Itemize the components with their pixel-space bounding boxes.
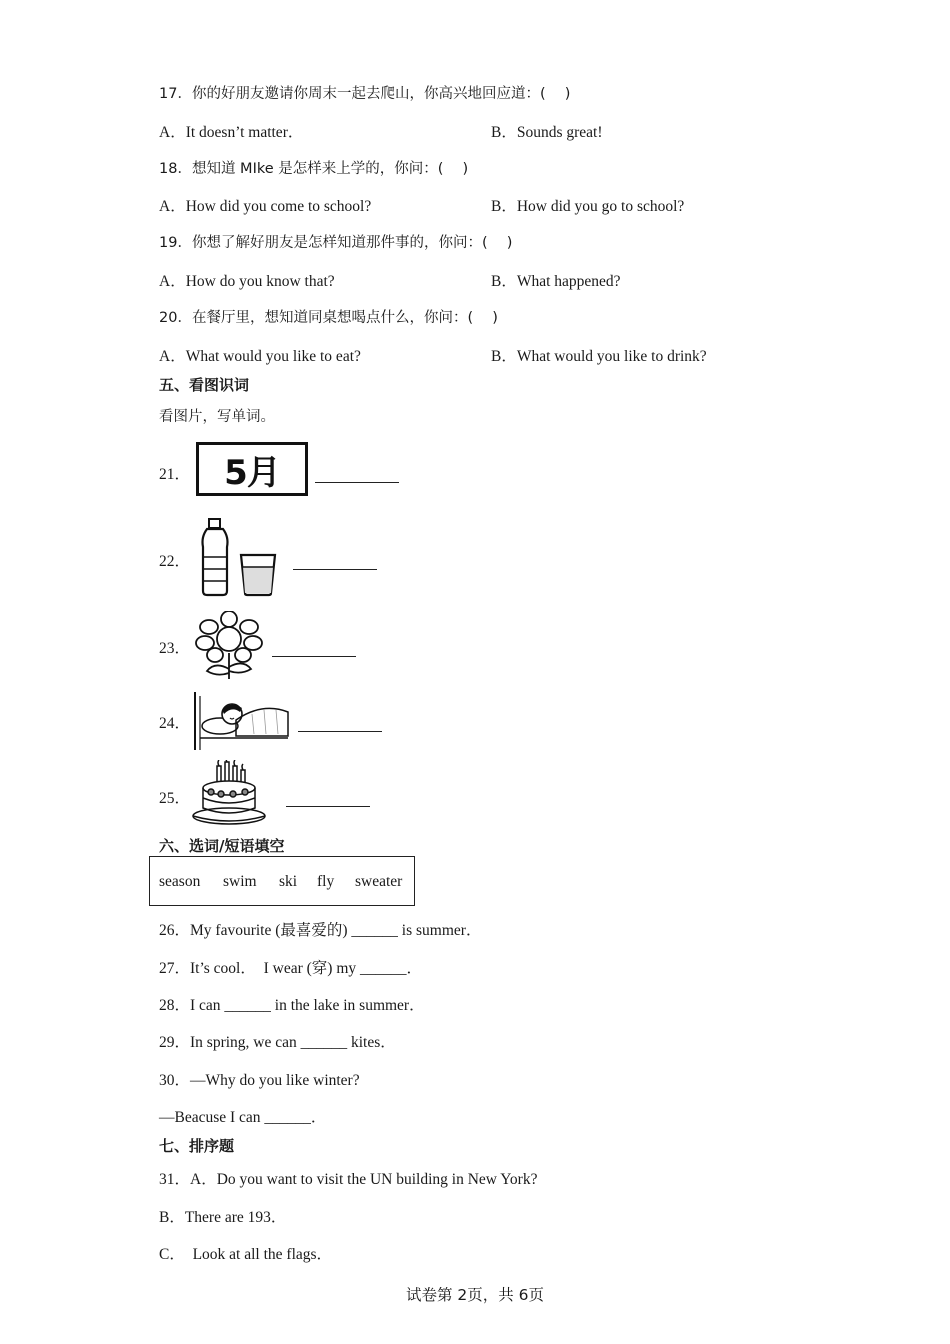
- q21-answer-blank[interactable]: [315, 470, 399, 488]
- q24-answer-blank[interactable]: [298, 719, 382, 737]
- q28-text: 28．I can ______ in the lake in summer．: [159, 997, 425, 1014]
- q31-line-c: C． Look at all the flags．: [159, 1246, 333, 1263]
- q17-option-a[interactable]: A．It doesn’t matter．: [159, 124, 304, 141]
- word-bank-sweater[interactable]: sweater: [355, 873, 403, 890]
- q20-option-a[interactable]: A．What would you like to eat?: [159, 348, 361, 365]
- q22-answer-blank[interactable]: [293, 557, 377, 575]
- q27-text: 27．It’s cool． I wear (穿) my ______．: [159, 960, 423, 977]
- q18-option-b[interactable]: B．How did you go to school?: [491, 198, 685, 215]
- section5-title: 五、看图识词: [159, 376, 250, 394]
- calendar-may-label: 5月: [224, 452, 280, 493]
- q25-number: 25．: [159, 790, 191, 807]
- page-footer: 试卷第 2页，共 6页: [405, 1286, 545, 1304]
- q29-text: 29．In spring, we can ______ kites．: [159, 1034, 396, 1051]
- q22-number: 22．: [159, 553, 191, 570]
- word-bank-swim[interactable]: swim: [223, 873, 257, 890]
- word-bank-box: [149, 856, 415, 906]
- q30-question: 30．—Why do you like winter?: [159, 1072, 360, 1089]
- q23-number: 23．: [159, 640, 191, 657]
- q31-line-b: B．There are 193．: [159, 1209, 287, 1226]
- q17-option-b[interactable]: B．Sounds great!: [491, 124, 603, 141]
- q18-prompt: 18．想知道 MIke 是怎样来上学的，你问：( ): [159, 161, 469, 177]
- q24-number: 24．: [159, 715, 191, 732]
- sleeping-boy-icon: [192, 690, 290, 752]
- q18-option-a[interactable]: A．How did you come to school?: [159, 198, 372, 215]
- q19-option-a[interactable]: A．How do you know that?: [159, 273, 335, 290]
- q20-prompt: 20．在餐厅里，想知道同桌想喝点什么，你问：( ): [159, 310, 498, 326]
- water-bottle-glass-icon: [197, 517, 281, 597]
- q19-prompt: 19．你想了解好朋友是怎样知道那件事的，你问：( ): [159, 235, 513, 251]
- word-bank-ski[interactable]: ski: [279, 873, 298, 890]
- q17-prompt: 17．你的好朋友邀请你周末一起去爬山，你高兴地回应道：( ): [159, 86, 571, 102]
- q31-line-a: 31．A．Do you want to visit the UN building in New York?: [159, 1171, 538, 1188]
- flower-icon: [193, 611, 265, 679]
- section5-instruction: 看图片，写单词。: [159, 409, 275, 425]
- q30-answer: —Beacuse I can ______．: [159, 1109, 327, 1126]
- word-bank-fly[interactable]: fly: [317, 873, 335, 890]
- section6-title: 六、选词/短语填空: [159, 837, 285, 855]
- birthday-cake-icon: [191, 760, 267, 826]
- calendar-may-icon: [196, 442, 308, 496]
- section7-title: 七、排序题: [159, 1137, 235, 1155]
- q25-answer-blank[interactable]: [286, 794, 370, 812]
- q26-text: 26．My favourite (最喜爱的) ______ is summer．: [159, 922, 482, 939]
- q21-number: 21．: [159, 466, 191, 483]
- q20-option-b[interactable]: B．What would you like to drink?: [491, 348, 707, 365]
- q19-option-b[interactable]: B．What happened?: [491, 273, 621, 290]
- word-bank-season[interactable]: season: [159, 873, 201, 890]
- q23-answer-blank[interactable]: [272, 644, 356, 662]
